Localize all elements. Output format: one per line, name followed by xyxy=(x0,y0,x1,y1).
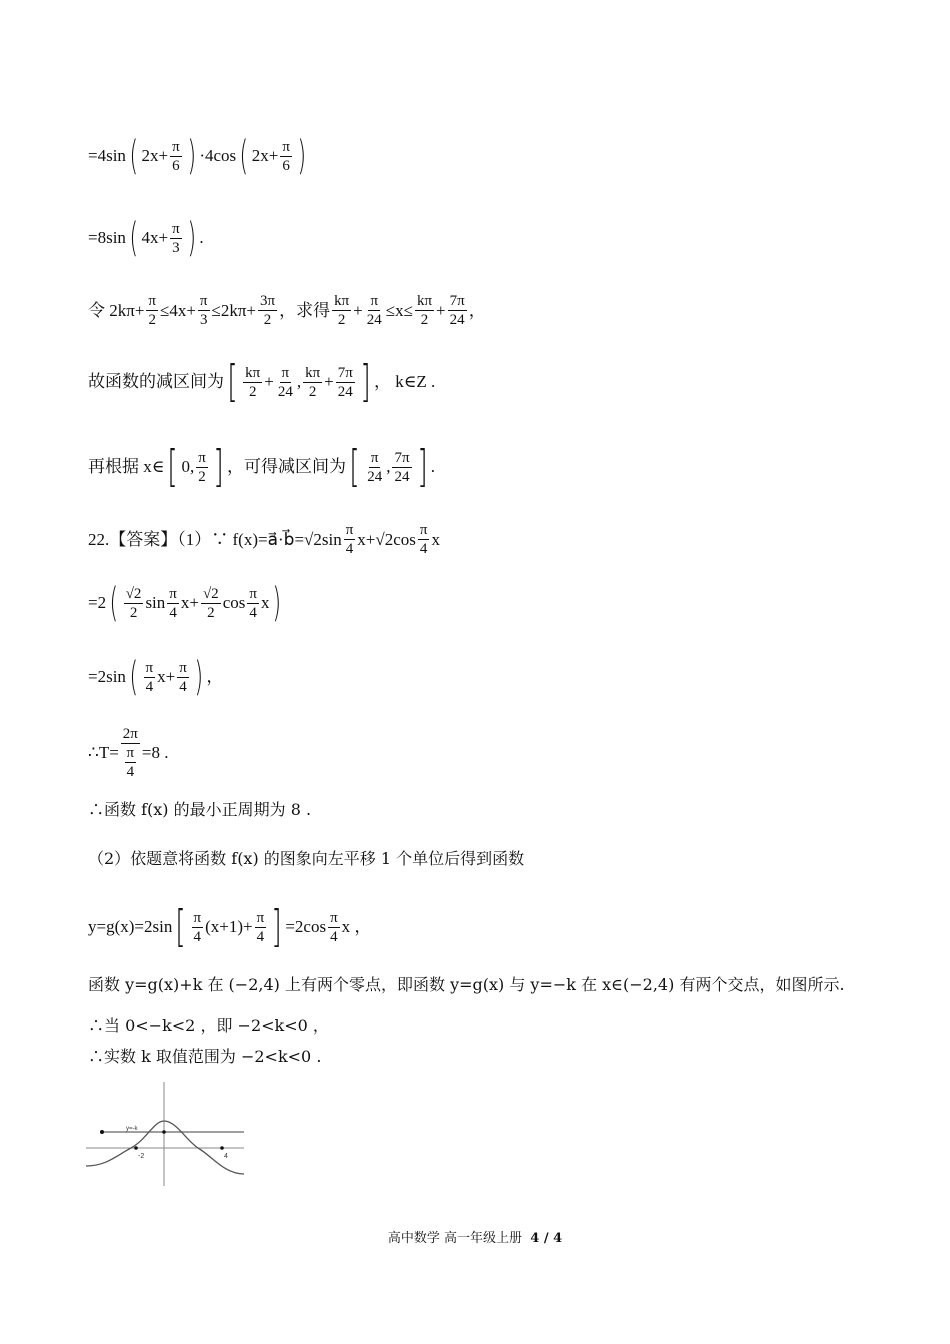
range-conclusion xyxy=(88,1047,321,1067)
fraction: $\frac{\pi}{4}$ xyxy=(179,659,187,695)
equation-line-4 xyxy=(88,356,436,407)
period-conclusion xyxy=(88,800,311,820)
equation-line-9 xyxy=(88,725,168,781)
eq-text: 再根据 x∈ xyxy=(88,457,165,476)
fraction: $\frac{\pi}{4}$ xyxy=(419,522,428,557)
fraction: $\frac{\pi}{2}$ xyxy=(148,293,156,328)
fraction: $\frac{\pi}{6}$ xyxy=(282,138,290,174)
equation-line-5 xyxy=(88,441,435,492)
left-paren: ( xyxy=(129,654,139,700)
equation-line-3 xyxy=(88,292,486,329)
fraction: $\frac{k\pi}{2}$ xyxy=(334,293,350,328)
page-number: 4 / 4 xyxy=(530,1231,563,1246)
eq-text: ， xyxy=(468,300,486,320)
eq-text: ， k∈Z . xyxy=(374,372,436,391)
eq-text: =2 xyxy=(88,593,107,612)
eq-text: , xyxy=(296,372,302,391)
left-bracket: [ xyxy=(167,441,179,492)
label-neg2: -2 xyxy=(138,1153,145,1160)
eq-text: + xyxy=(264,372,274,391)
fraction: $\frac{\pi}{4}$ xyxy=(169,585,177,621)
equation-line-2 xyxy=(88,215,204,261)
inequality-line xyxy=(88,1016,329,1036)
page-footer xyxy=(0,1227,950,1246)
eq-text: 2x+ xyxy=(141,146,169,165)
right-bracket: ] xyxy=(360,356,371,407)
fraction: $\frac{7\pi}{24}$ xyxy=(337,364,353,400)
eq-text: 4x+ xyxy=(141,228,169,247)
eq-text: , xyxy=(386,457,391,476)
eq-text: x+ xyxy=(157,667,176,686)
eq-text: ∴T= xyxy=(88,743,119,762)
equation-line-7 xyxy=(88,580,285,626)
fraction: $\frac{\pi}{3}$ xyxy=(172,220,180,256)
right-bracket: ] xyxy=(416,441,428,492)
eq-text: + xyxy=(436,300,446,320)
left-bracket: [ xyxy=(227,356,238,407)
label-4: 4 xyxy=(224,1153,228,1160)
eq-text: ，求得 xyxy=(279,300,331,320)
eq-text: ≤4x+ xyxy=(160,300,196,320)
eq-text: ∴函数 f(x) 的最小正周期为 8 . xyxy=(88,800,312,819)
eq-text: ∴实数 k 取值范围为 −2<k<0 . xyxy=(88,1047,322,1066)
eq-text: 22.【答案】（1）∵ f(x)=a⃗·b⃗=√2sin xyxy=(88,529,342,549)
fraction: $\frac{√2}{2}$ xyxy=(125,585,142,621)
fraction: $\frac{k\pi}{2}$ xyxy=(416,293,433,328)
equation-line-1 xyxy=(88,133,310,179)
answer-22-line xyxy=(88,521,440,558)
fraction: $\frac{\pi}{2}$ xyxy=(198,449,206,485)
eq-text: + xyxy=(324,372,334,391)
fraction: $\frac{\pi}{24}$ xyxy=(277,364,293,400)
point-neg2 xyxy=(134,1146,138,1150)
eq-text: =2sin xyxy=(88,667,126,686)
eq-text: =8 . xyxy=(141,743,169,762)
fraction: $\frac{3\pi}{2}$ xyxy=(260,293,276,328)
eq-text: =4sin xyxy=(88,146,126,165)
eq-text: x xyxy=(431,529,440,549)
fraction: $\frac{√2}{2}$ xyxy=(202,585,219,621)
eq-text: x+ xyxy=(180,593,199,612)
right-paren: ) xyxy=(194,654,203,700)
equation-line-12 xyxy=(88,901,372,952)
point-4 xyxy=(220,1146,224,1150)
fraction: 2π π 4 xyxy=(122,726,138,780)
eq-text: 2x+ xyxy=(251,146,279,165)
eq-text: ，可得减区间为 xyxy=(227,457,347,476)
left-paren: ( xyxy=(129,215,139,261)
fraction: $\frac{\pi}{4}$ xyxy=(193,909,202,945)
eq-text: ≤x≤ xyxy=(385,300,413,320)
eq-text: 令 2kπ+ xyxy=(88,300,145,320)
eq-text: 0, xyxy=(181,457,195,476)
eq-text: 故函数的减区间为 xyxy=(88,372,224,391)
eq-text: cos xyxy=(222,593,246,612)
left-bracket: [ xyxy=(349,441,360,492)
fraction: $\frac{\pi}{4}$ xyxy=(249,585,257,621)
eq-text: x xyxy=(260,593,270,612)
eq-text: (x+1)+ xyxy=(205,917,253,936)
right-bracket: ] xyxy=(213,441,224,492)
eq-text: . xyxy=(199,228,204,247)
eq-text: 函数 y=g(x)+k 在 (−2,4) 上有两个零点，即函数 y=g(x) 与 y=−k 在 x∈(−2,4) 有两个交点，如图所示. xyxy=(88,975,845,994)
cosine-graph xyxy=(86,1078,246,1188)
fraction: $\frac{k\pi}{2}$ xyxy=(305,364,321,400)
left-paren: ( xyxy=(109,580,119,626)
footer-text: 高中数学 高一年级上册 xyxy=(387,1231,522,1246)
line-label: y=-k xyxy=(126,1126,138,1132)
fraction: $\frac{\pi}{4}$ xyxy=(145,659,154,695)
fraction: $\frac{\pi}{6}$ xyxy=(172,138,180,174)
right-bracket: ] xyxy=(271,901,282,952)
eq-text: sin xyxy=(145,593,166,612)
left-paren: ( xyxy=(239,133,249,179)
equation-line-8 xyxy=(88,654,224,700)
eq-text: . xyxy=(430,457,435,476)
fraction: $\frac{\pi}{24}$ xyxy=(367,449,383,485)
fraction: $\frac{k\pi}{2}$ xyxy=(245,364,261,400)
eq-text: x ， xyxy=(341,917,372,936)
eq-text: ≤2kπ+ xyxy=(211,300,257,320)
left-paren: ( xyxy=(129,133,139,179)
eq-text: x+√2cos xyxy=(357,529,416,549)
fraction: $\frac{\pi}{3}$ xyxy=(199,293,208,328)
right-paren: ) xyxy=(187,133,196,179)
point-intercept xyxy=(162,1130,166,1134)
right-paren: ) xyxy=(272,580,282,626)
fraction: $\frac{\pi}{24}$ xyxy=(366,293,382,328)
right-paren: ) xyxy=(187,215,196,261)
eq-text: + xyxy=(353,300,363,320)
fraction: $\frac{7\pi}{24}$ xyxy=(449,293,465,328)
eq-text: ∴当 0<−k<2 ，即 −2<k<0 ， xyxy=(88,1016,329,1035)
fraction: $\frac{\pi}{4}$ xyxy=(330,909,338,945)
eq-text: y=g(x)=2sin xyxy=(88,917,173,936)
zeros-statement xyxy=(88,975,845,995)
eq-text: （2）依题意将函数 f(x) 的图象向左平移 1 个单位后得到函数 xyxy=(88,849,525,868)
right-paren: ) xyxy=(297,133,307,179)
fraction: $\frac{\pi}{4}$ xyxy=(345,522,354,557)
part-2-intro xyxy=(88,849,524,869)
fraction: $\frac{\pi}{4}$ xyxy=(256,909,265,945)
eq-text: ·4cos xyxy=(199,146,237,165)
eq-text: =2cos xyxy=(285,917,327,936)
line-endpoint xyxy=(100,1130,104,1134)
fraction: $\frac{7\pi}{24}$ xyxy=(394,449,410,485)
left-bracket: [ xyxy=(175,901,187,952)
eq-text: =8sin xyxy=(88,228,126,247)
eq-text: ， xyxy=(206,667,224,686)
